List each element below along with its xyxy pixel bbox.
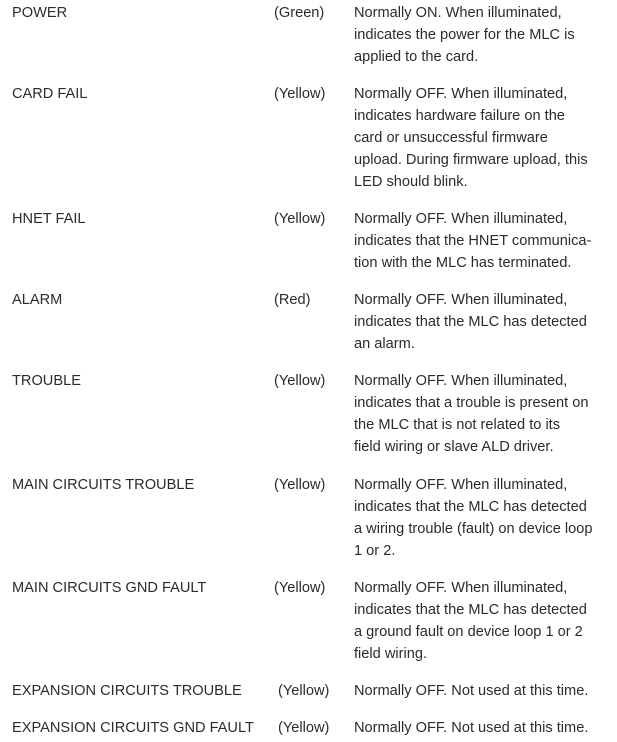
description-line: card or unsuccessful firmware [354,130,548,146]
indicator-name: CARD FAIL [12,86,88,102]
indicator-color: (Yellow) [274,373,326,389]
indicator-color: (Red) [274,292,311,308]
indicator-description [354,2,616,68]
description-line: Normally OFF. Not used at this time. [354,720,589,736]
indicator-color: (Yellow) [274,86,326,102]
description-line: Normally ON. When illuminated, [354,5,562,21]
description-line: upload. During firmware upload, this [354,152,588,168]
description-line: field wiring. [354,646,427,662]
indicator-name: EXPANSION CIRCUITS TROUBLE [12,683,242,699]
description-line: Normally OFF. When illuminated, [354,86,568,102]
description-line: 1 or 2. [354,543,396,559]
indicator-color: (Yellow) [274,477,326,493]
description-line: Normally OFF. When illuminated, [354,211,568,227]
indicator-name: EXPANSION CIRCUITS GND FAULT [12,720,254,736]
description-line: LED should blink. [354,174,468,190]
indicator-name: HNET FAIL [12,211,86,227]
indicator-description [354,577,616,665]
description-line: indicates that the MLC has detected [354,602,587,618]
description-line: Normally OFF. When illuminated, [354,477,568,493]
description-line: indicates the power for the MLC is [354,27,575,43]
description-line: a wiring trouble (fault) on device loop [354,521,593,537]
description-line: the MLC that is not related to its [354,417,561,433]
description-line: Normally OFF. When illuminated, [354,580,568,596]
indicator-description [354,83,616,193]
indicator-description [354,370,616,458]
description-line: a ground fault on device loop 1 or 2 [354,624,583,640]
indicator-description [354,289,616,355]
indicator-name: POWER [12,5,68,21]
description-line: Normally OFF. When illuminated, [354,373,568,389]
description-line: indicates hardware failure on the [354,108,565,124]
description-line: Normally OFF. Not used at this time. [354,683,589,699]
description-line: applied to the card. [354,49,479,65]
indicator-color: (Yellow) [274,580,326,596]
indicator-name: ALARM [12,292,63,308]
indicator-description [354,680,616,702]
description-line: Normally OFF. When illuminated, [354,292,568,308]
indicator-color: (Yellow) [278,720,330,736]
indicator-color: (Yellow) [278,683,330,699]
description-line: indicates that the HNET communica- [354,233,592,249]
indicator-name: MAIN CIRCUITS TROUBLE [12,477,195,493]
indicator-description [354,474,616,562]
indicator-color: (Yellow) [274,211,326,227]
indicator-name: TROUBLE [12,373,81,389]
description-line: indicates that the MLC has detected [354,314,587,330]
description-line: indicates that the MLC has detected [354,499,587,515]
indicator-name: MAIN CIRCUITS GND FAULT [12,580,207,596]
description-line: an alarm. [354,336,415,352]
indicator-description [354,717,616,739]
indicator-color: (Green) [274,5,325,21]
description-line: tion with the MLC has terminated. [354,255,572,271]
description-line: field wiring or slave ALD driver. [354,439,554,455]
indicator-description [354,208,616,274]
description-line: indicates that a trouble is present on [354,395,589,411]
